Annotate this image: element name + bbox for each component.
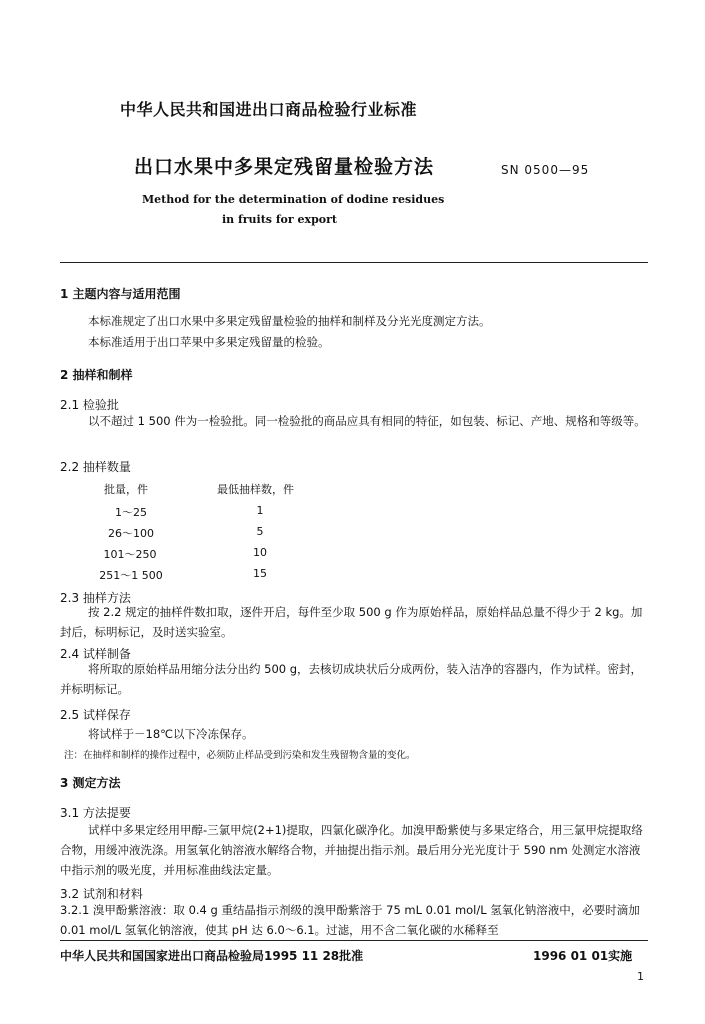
section-1-paragraph-2: 本标准适用于出口苹果中多果定残留量的检验。 [88,335,330,349]
section-3-1-text: 试样中多果定经用甲醇-三氯甲烷(2+1)提取，四氯化碳净化。加溴甲酚紫使与多果定络合，用三氯甲烷提取络合物，用缓冲液洗涤。用氢氧化钠溶液水解络合物，并抽提出指示剂。最后用分光光度计于 590 nm 处测定水溶液中指示剂的吸光度，并用标准曲线法定量。 [60,823,643,877]
section-2-4-text: 将所取的原始样品用缩分法分出约 500 g，去核切成块状后分成两份，装入洁净的容器内，作为试样。密封，并标明标记。 [60,662,643,696]
table-header-min-samples: 最低抽样数，件 [217,483,294,496]
page-number: 1 [637,970,644,983]
section-2-1-text: 以不超过 1 500 件为一检验批。同一检验批的商品应具有相同的特征，如包装、标记、产地、规格和等级等。 [88,414,646,428]
section-1-paragraph-1: 本标准规定了出口水果中多果定残留量检验的抽样和制样及分光光度测定方法。 [88,314,491,328]
section-2-4-heading: 2.4 试样制备 [60,647,131,661]
section-2-5-text: 将试样于－18℃以下冷冻保存。 [88,727,254,741]
section-3-1-heading: 3.1 方法提要 [60,806,131,820]
table-cell-batch: 101～250 [103,548,157,561]
section-3-heading: 3 测定方法 [60,776,121,790]
standard-code: SN 0500—95 [501,163,590,177]
section-2-2-heading: 2.2 抽样数量 [60,460,131,474]
document-title: 出口水果中多果定残留量检验方法 [134,156,435,178]
table-cell-min: 15 [253,567,267,580]
table-cell-batch: 26～100 [108,527,154,540]
section-3-2-1-text: 3.2.1 溴甲酚紫溶液：取 0.4 g 重结晶指示剂级的溴甲酚紫溶于 75 mL 0.01 mol/L 氢氧化钠溶液中，必要时滴加 0.01 mol/L 氢氧化钠溶液，使其 pH 达 6.0～6.1。过滤，用不含二氧化碳的水稀释至 [60,903,640,937]
header-divider-left [60,262,648,263]
table-cell-batch: 1～25 [115,506,147,519]
table-cell-min: 5 [256,525,264,538]
section-2-heading: 2 抽样和制样 [60,368,133,382]
approval-issuer: 中华人民共和国国家进出口商品检验局1995 11 28批准 [60,949,364,963]
section-2-1-heading: 2.1 检验批 [60,398,119,412]
table-header-batch: 批量，件 [104,483,148,496]
table-cell-batch: 251～1 500 [99,569,163,582]
industry-standard-title: 中华人民共和国进出口商品检验行业标准 [120,100,418,119]
section-2-3-heading: 2.3 抽样方法 [60,591,131,605]
footer-divider [60,940,648,941]
english-title-line1: Method for the determination of dodine residues [142,193,445,206]
effective-date: 1996 01 01实施 [533,949,633,963]
section-3-2-heading: 3.2 试剂和材料 [60,887,143,901]
section-2-3-text: 按 2.2 规定的抽样件数扣取，逐件开启，每件至少取 500 g 作为原始样品，原始样品总量不得少于 2 kg。加封后，标明标记，及时送实验室。 [60,605,643,639]
english-title-line2: in fruits for export [222,213,337,226]
section-2-note: 注：在抽样和制样的操作过程中，必须防止样品受到污染和发生残留物含量的变化。 [64,750,416,761]
section-2-5-heading: 2.5 试样保存 [60,708,131,722]
section-1-heading: 1 主题内容与适用范围 [60,287,181,301]
table-cell-min: 1 [256,504,264,517]
table-cell-min: 10 [253,546,267,559]
